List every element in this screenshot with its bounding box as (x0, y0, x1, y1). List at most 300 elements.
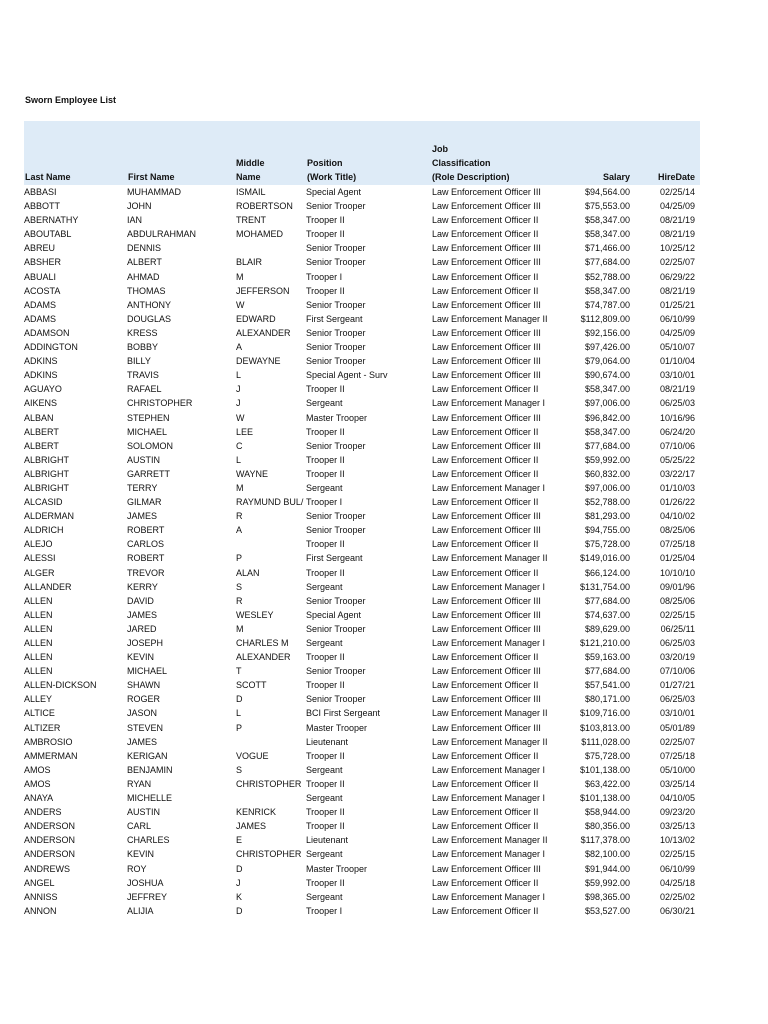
first-name-cell: JAMES (127, 609, 158, 620)
middle-name-cell: D (236, 863, 243, 874)
position-cell: Trooper II (306, 877, 345, 888)
hire-date-cell: 06/24/20 (659, 426, 695, 437)
table-row (24, 523, 700, 537)
salary-cell: $63,422.00 (584, 778, 630, 789)
last-name-cell: AGUAYO (24, 384, 62, 395)
job-classification-cell: Law Enforcement Officer II (432, 567, 539, 578)
position-cell: Senior Trooper (306, 356, 366, 367)
first-name-cell: KRESS (127, 327, 158, 338)
hire-date-cell: 02/25/07 (659, 736, 695, 747)
table-row (24, 580, 700, 594)
job-classification-cell: Law Enforcement Officer II (432, 905, 539, 916)
job-classification-cell: Law Enforcement Officer III (432, 356, 541, 367)
position-cell: Senior Trooper (306, 327, 366, 338)
middle-name-cell: JAMES (236, 821, 267, 832)
middle-name-cell: E (236, 835, 243, 846)
hire-date-cell: 03/10/01 (659, 708, 695, 719)
salary-cell: $53,527.00 (584, 905, 630, 916)
position-cell: Senior Trooper (306, 694, 366, 705)
salary-cell: $121,210.00 (579, 638, 630, 648)
first-name-cell: BOBBY (127, 342, 159, 353)
table-row (24, 439, 700, 453)
header-hire-date: HireDate (657, 172, 695, 182)
salary-cell: $89,629.00 (584, 623, 630, 634)
last-name-cell: ANGEL (24, 877, 55, 888)
salary-cell: $81,293.00 (584, 511, 630, 522)
middle-name-cell: ROBERTSON (236, 201, 293, 212)
last-name-cell: ALLEN (24, 638, 53, 648)
salary-cell: $96,842.00 (584, 412, 630, 423)
hire-date-cell: 05/01/89 (659, 722, 695, 733)
job-classification-cell: Law Enforcement Officer II (432, 807, 539, 818)
job-classification-cell: Law Enforcement Manager II (432, 736, 548, 747)
first-name-cell: ROBERT (127, 525, 165, 536)
last-name-cell: ANDREWS (24, 863, 71, 874)
position-cell: Trooper II (306, 778, 345, 789)
middle-name-cell: WESLEY (236, 609, 274, 620)
last-name-cell: ANDERSON (24, 849, 76, 860)
table-row (24, 495, 700, 509)
salary-cell: $58,347.00 (584, 285, 630, 296)
salary-cell: $82,100.00 (584, 849, 630, 860)
position-cell: Sergeant (306, 793, 343, 804)
middle-name-cell: D (236, 694, 243, 705)
position-cell: First Sergeant (306, 313, 363, 324)
salary-cell: $74,787.00 (584, 299, 630, 310)
middle-name-cell: W (236, 299, 245, 310)
hire-date-cell: 01/26/22 (659, 497, 695, 508)
table-row (24, 411, 700, 425)
job-classification-cell: Law Enforcement Officer II (432, 778, 539, 789)
salary-cell: $66,124.00 (584, 567, 630, 578)
table-row (24, 537, 700, 551)
position-cell: Master Trooper (306, 722, 368, 733)
position-cell: Trooper II (306, 750, 345, 761)
last-name-cell: ALBAN (24, 412, 54, 423)
first-name-cell: KEVIN (127, 652, 155, 663)
salary-cell: $98,365.00 (584, 891, 630, 902)
job-classification-cell: Law Enforcement Manager II (432, 553, 548, 564)
job-classification-cell: Law Enforcement Officer II (432, 285, 539, 296)
job-classification-cell: Law Enforcement Manager I (432, 764, 546, 775)
first-name-cell: ALIJIA (127, 905, 154, 916)
middle-name-cell: J (236, 398, 241, 409)
position-cell: Senior Trooper (306, 243, 366, 254)
hire-date-cell: 03/10/01 (659, 370, 695, 381)
last-name-cell: ALGER (24, 567, 55, 578)
table-row (24, 763, 700, 777)
employee-table (24, 121, 700, 918)
salary-cell: $58,347.00 (584, 215, 630, 226)
first-name-cell: CHRISTOPHER (127, 398, 193, 409)
position-cell: Sergeant (306, 891, 343, 902)
middle-name-cell: A (236, 525, 243, 536)
last-name-cell: ALEJO (24, 539, 53, 550)
hire-date-cell: 01/10/04 (659, 356, 695, 367)
position-cell: Senior Trooper (306, 342, 366, 353)
table-row (24, 185, 700, 199)
first-name-cell: STEVEN (127, 722, 164, 733)
middle-name-cell: P (236, 553, 243, 564)
job-classification-cell: Law Enforcement Officer III (432, 243, 541, 254)
middle-name-cell: S (236, 764, 243, 775)
middle-name-cell: L (236, 370, 242, 381)
first-name-cell: JASON (127, 708, 158, 719)
first-name-cell: TRAVIS (127, 370, 159, 381)
header-position: Position (Work Title) (307, 158, 357, 182)
job-classification-cell: Law Enforcement Officer III (432, 666, 541, 677)
last-name-cell: ADAMS (24, 313, 57, 324)
hire-date-cell: 01/10/03 (659, 482, 695, 493)
salary-cell: $91,944.00 (584, 863, 630, 874)
table-row (24, 425, 700, 439)
first-name-cell: RAFAEL (127, 384, 162, 395)
middle-name-cell: R (236, 511, 243, 522)
middle-name-cell: J (236, 384, 241, 395)
table-row (24, 312, 700, 326)
first-name-cell: CHARLES (127, 835, 170, 846)
last-name-cell: AMMERMAN (24, 750, 78, 761)
first-name-cell: GILMAR (127, 497, 162, 508)
position-cell: Senior Trooper (306, 525, 366, 536)
hire-date-cell: 07/25/18 (659, 539, 695, 550)
last-name-cell: ADAMS (24, 299, 57, 310)
table-row (24, 749, 700, 763)
job-classification-cell: Law Enforcement Officer III (432, 342, 541, 353)
table-row (24, 255, 700, 269)
first-name-cell: CARLOS (127, 539, 165, 550)
position-cell: Sergeant (306, 482, 343, 493)
position-cell: Senior Trooper (306, 666, 366, 677)
middle-name-cell: RAYMUND BUL/ (236, 497, 304, 508)
job-classification-cell: Law Enforcement Officer III (432, 327, 541, 338)
first-name-cell: MICHAEL (127, 666, 168, 677)
first-name-cell: JEFFREY (127, 891, 168, 902)
salary-cell: $94,564.00 (584, 187, 630, 197)
hire-date-cell: 09/01/96 (659, 581, 695, 592)
last-name-cell: ALCASID (24, 497, 63, 508)
job-classification-cell: Law Enforcement Officer III (432, 511, 541, 522)
job-classification-cell: Law Enforcement Manager II (432, 708, 548, 719)
job-classification-cell: Law Enforcement Officer II (432, 215, 539, 226)
salary-cell: $109,716.00 (579, 708, 630, 719)
table-row (24, 608, 700, 622)
table-row (24, 636, 700, 650)
job-classification-cell: Law Enforcement Manager II (432, 835, 548, 846)
position-cell: Trooper I (306, 271, 343, 282)
table-row (24, 862, 700, 876)
middle-name-cell: M (236, 271, 244, 282)
salary-cell: $90,674.00 (584, 370, 630, 381)
last-name-cell: ANDERSON (24, 835, 76, 846)
middle-name-cell: CHARLES M (236, 638, 289, 648)
position-cell: Special Agent - Surv (306, 370, 388, 381)
table-row (24, 650, 700, 664)
last-name-cell: ACOSTA (24, 285, 61, 296)
hire-date-cell: 06/25/03 (659, 638, 695, 648)
salary-cell: $58,347.00 (584, 426, 630, 437)
position-cell: Senior Trooper (306, 257, 366, 268)
table-row (24, 664, 700, 678)
job-classification-cell: Law Enforcement Officer II (432, 750, 539, 761)
job-classification-cell: Law Enforcement Manager I (432, 638, 546, 648)
position-cell: Trooper II (306, 426, 345, 437)
salary-cell: $59,992.00 (584, 454, 630, 465)
position-cell: Special Agent (306, 609, 362, 620)
job-classification-cell: Law Enforcement Manager I (432, 891, 546, 902)
position-cell: Trooper II (306, 229, 345, 240)
salary-cell: $58,347.00 (584, 384, 630, 395)
position-cell: Trooper I (306, 905, 343, 916)
job-classification-cell: Law Enforcement Officer II (432, 821, 539, 832)
salary-cell: $52,788.00 (584, 271, 630, 282)
hire-date-cell: 05/25/22 (659, 454, 695, 465)
salary-cell: $57,541.00 (584, 680, 630, 691)
salary-cell: $52,788.00 (584, 497, 630, 508)
salary-cell: $77,684.00 (584, 257, 630, 268)
table-row (24, 678, 700, 692)
hire-date-cell: 05/10/00 (659, 764, 695, 775)
middle-name-cell: SCOTT (236, 680, 267, 691)
table-row (24, 566, 700, 580)
first-name-cell: TREVOR (127, 567, 165, 578)
table-row (24, 340, 700, 354)
hire-date-cell: 06/25/03 (659, 694, 695, 705)
table-row (24, 227, 700, 241)
first-name-cell: ANTHONY (127, 299, 172, 310)
last-name-cell: ABOUTABL (24, 229, 72, 240)
job-classification-cell: Law Enforcement Manager I (432, 849, 546, 860)
table-row (24, 284, 700, 298)
last-name-cell: AIKENS (24, 398, 58, 409)
table-row (24, 833, 700, 847)
first-name-cell: JAMES (127, 736, 158, 747)
job-classification-cell: Law Enforcement Officer II (432, 271, 539, 282)
hire-date-cell: 08/21/19 (659, 285, 695, 296)
job-classification-cell: Law Enforcement Officer III (432, 412, 541, 423)
position-cell: Trooper II (306, 652, 345, 663)
middle-name-cell: P (236, 722, 243, 733)
last-name-cell: ALBRIGHT (24, 468, 70, 479)
position-cell: Senior Trooper (306, 299, 366, 310)
hire-date-cell: 06/10/99 (659, 313, 695, 324)
last-name-cell: ALLANDER (24, 581, 72, 592)
position-cell: Sergeant (306, 581, 343, 592)
salary-cell: $101,138.00 (579, 764, 630, 775)
middle-name-cell: CHRISTOPHER (236, 849, 302, 860)
page-title: Sworn Employee List (25, 95, 117, 105)
position-cell: Trooper II (306, 807, 345, 818)
middle-name-cell: K (236, 891, 243, 902)
job-classification-cell: Law Enforcement Officer III (432, 201, 541, 212)
last-name-cell: ALLEN (24, 652, 53, 663)
table-header (24, 121, 700, 185)
header-middle-name: Middle Name (236, 158, 265, 182)
position-cell: Sergeant (306, 764, 343, 775)
position-cell: Senior Trooper (306, 440, 366, 451)
hire-date-cell: 07/10/06 (659, 666, 695, 677)
header-salary: Salary (602, 172, 630, 182)
position-cell: Trooper II (306, 821, 345, 832)
middle-name-cell: TRENT (236, 215, 266, 226)
middle-name-cell: D (236, 905, 243, 916)
middle-name-cell: R (236, 595, 243, 606)
middle-name-cell: BLAIR (236, 257, 263, 268)
salary-cell: $59,163.00 (584, 652, 630, 663)
job-classification-cell: Law Enforcement Officer II (432, 468, 539, 479)
job-classification-cell: Law Enforcement Officer II (432, 652, 539, 663)
salary-cell: $117,378.00 (580, 835, 630, 846)
first-name-cell: ALBERT (127, 257, 162, 268)
salary-cell: $58,347.00 (584, 229, 630, 240)
position-cell: Trooper II (306, 539, 345, 550)
middle-name-cell: J (236, 877, 241, 888)
last-name-cell: ANNISS (24, 891, 58, 902)
last-name-cell: ABREU (24, 243, 56, 254)
table-row (24, 622, 700, 636)
salary-cell: $59,992.00 (584, 877, 630, 888)
first-name-cell: JOHN (127, 201, 152, 212)
first-name-cell: BILLY (127, 356, 151, 367)
hire-date-cell: 04/10/02 (659, 511, 695, 522)
salary-cell: $77,684.00 (584, 595, 630, 606)
last-name-cell: ABERNATHY (24, 215, 79, 226)
salary-cell: $97,006.00 (584, 398, 630, 409)
hire-date-cell: 10/10/10 (659, 567, 695, 578)
salary-cell: $97,006.00 (584, 482, 630, 493)
table-row (24, 706, 700, 720)
job-classification-cell: Law Enforcement Officer II (432, 497, 539, 508)
hire-date-cell: 06/29/22 (659, 271, 695, 282)
job-classification-cell: Law Enforcement Officer II (432, 384, 539, 395)
position-cell: Trooper I (306, 497, 343, 508)
table-row (24, 354, 700, 368)
hire-date-cell: 07/10/06 (659, 440, 695, 451)
table-row (24, 298, 700, 312)
middle-name-cell: T (236, 666, 242, 677)
first-name-cell: JOSEPH (127, 638, 164, 648)
position-cell: Trooper II (306, 454, 345, 465)
last-name-cell: ADAMSON (24, 327, 70, 338)
job-classification-cell: Law Enforcement Officer II (432, 877, 539, 888)
first-name-cell: ROY (127, 863, 147, 874)
last-name-cell: ANDERSON (24, 821, 76, 832)
position-cell: Sergeant (306, 638, 343, 648)
middle-name-cell: C (236, 440, 243, 451)
last-name-cell: ALLEN (24, 609, 53, 620)
hire-date-cell: 01/25/21 (659, 299, 695, 310)
position-cell: First Sergeant (306, 553, 363, 564)
first-name-cell: SHAWN (127, 680, 161, 691)
hire-date-cell: 02/25/14 (659, 187, 695, 197)
hire-date-cell: 08/21/19 (659, 229, 695, 240)
salary-cell: $101,138.00 (579, 793, 630, 804)
hire-date-cell: 10/13/02 (659, 835, 695, 846)
middle-name-cell: M (236, 482, 244, 493)
middle-name-cell: LEE (236, 426, 254, 437)
table-row (24, 241, 700, 255)
hire-date-cell: 03/25/13 (659, 821, 695, 832)
first-name-cell: DOUGLAS (127, 313, 172, 324)
last-name-cell: ADDINGTON (24, 342, 78, 353)
last-name-cell: ANAYA (24, 793, 54, 804)
hire-date-cell: 04/25/09 (659, 201, 695, 212)
hire-date-cell: 04/10/05 (659, 793, 695, 804)
hire-date-cell: 01/25/04 (659, 553, 695, 564)
first-name-cell: ROGER (127, 694, 161, 705)
table-row (24, 735, 700, 749)
job-classification-cell: Law Enforcement Officer II (432, 229, 539, 240)
salary-cell: $58,944.00 (584, 807, 630, 818)
table-row (24, 904, 700, 918)
table-row (24, 270, 700, 284)
table-row (24, 847, 700, 861)
position-cell: Trooper II (306, 468, 345, 479)
middle-name-cell: KENRICK (236, 807, 277, 818)
salary-cell: $75,728.00 (584, 750, 630, 761)
salary-cell: $77,684.00 (584, 666, 630, 677)
table-row (24, 721, 700, 735)
last-name-cell: ALBRIGHT (24, 482, 70, 493)
hire-date-cell: 03/20/19 (659, 652, 695, 663)
job-classification-cell: Law Enforcement Officer II (432, 426, 539, 437)
middle-name-cell: ALEXANDER (236, 652, 291, 663)
first-name-cell: MICHELLE (127, 793, 173, 804)
last-name-cell: ADKINS (24, 370, 58, 381)
first-name-cell: JOSHUA (127, 877, 164, 888)
position-cell: Senior Trooper (306, 623, 366, 634)
first-name-cell: MICHAEL (127, 426, 168, 437)
middle-name-cell: JEFFERSON (236, 285, 290, 296)
last-name-cell: ADKINS (24, 356, 58, 367)
last-name-cell: ALBERT (24, 426, 59, 437)
header-job-classification: Job Classification (Role Description) (432, 144, 510, 182)
last-name-cell: AMBROSIO (24, 736, 73, 747)
hire-date-cell: 08/21/19 (659, 215, 695, 226)
header-first-name: First Name (128, 172, 175, 182)
job-classification-cell: Law Enforcement Officer III (432, 595, 541, 606)
hire-date-cell: 10/16/96 (659, 412, 695, 423)
job-classification-cell: Law Enforcement Manager II (432, 313, 548, 324)
hire-date-cell: 10/25/12 (659, 243, 695, 254)
last-name-cell: AMOS (24, 778, 51, 789)
job-classification-cell: Law Enforcement Officer III (432, 299, 541, 310)
table-row (24, 467, 700, 481)
middle-name-cell: ISMAIL (236, 187, 266, 197)
first-name-cell: STEPHEN (127, 412, 170, 423)
last-name-cell: ALLEN-DICKSON (24, 680, 97, 691)
table-row (24, 396, 700, 410)
first-name-cell: KEVIN (127, 849, 155, 860)
hire-date-cell: 06/25/11 (660, 623, 695, 634)
middle-name-cell: L (236, 454, 242, 465)
job-classification-cell: Law Enforcement Officer III (432, 722, 541, 733)
position-cell: Senior Trooper (306, 511, 366, 522)
last-name-cell: ALBERT (24, 440, 59, 451)
last-name-cell: ABBASI (24, 187, 57, 197)
middle-name-cell: VOGUE (236, 750, 269, 761)
salary-cell: $131,754.00 (579, 581, 630, 592)
position-cell: Sergeant (306, 398, 343, 409)
salary-cell: $75,728.00 (584, 539, 630, 550)
first-name-cell: IAN (127, 215, 143, 226)
job-classification-cell: Law Enforcement Officer III (432, 863, 541, 874)
table-row (24, 791, 700, 805)
middle-name-cell: CHRISTOPHER (236, 778, 302, 789)
position-cell: Sergeant (306, 849, 343, 860)
table-row (24, 890, 700, 904)
last-name-cell: ALBRIGHT (24, 454, 70, 465)
